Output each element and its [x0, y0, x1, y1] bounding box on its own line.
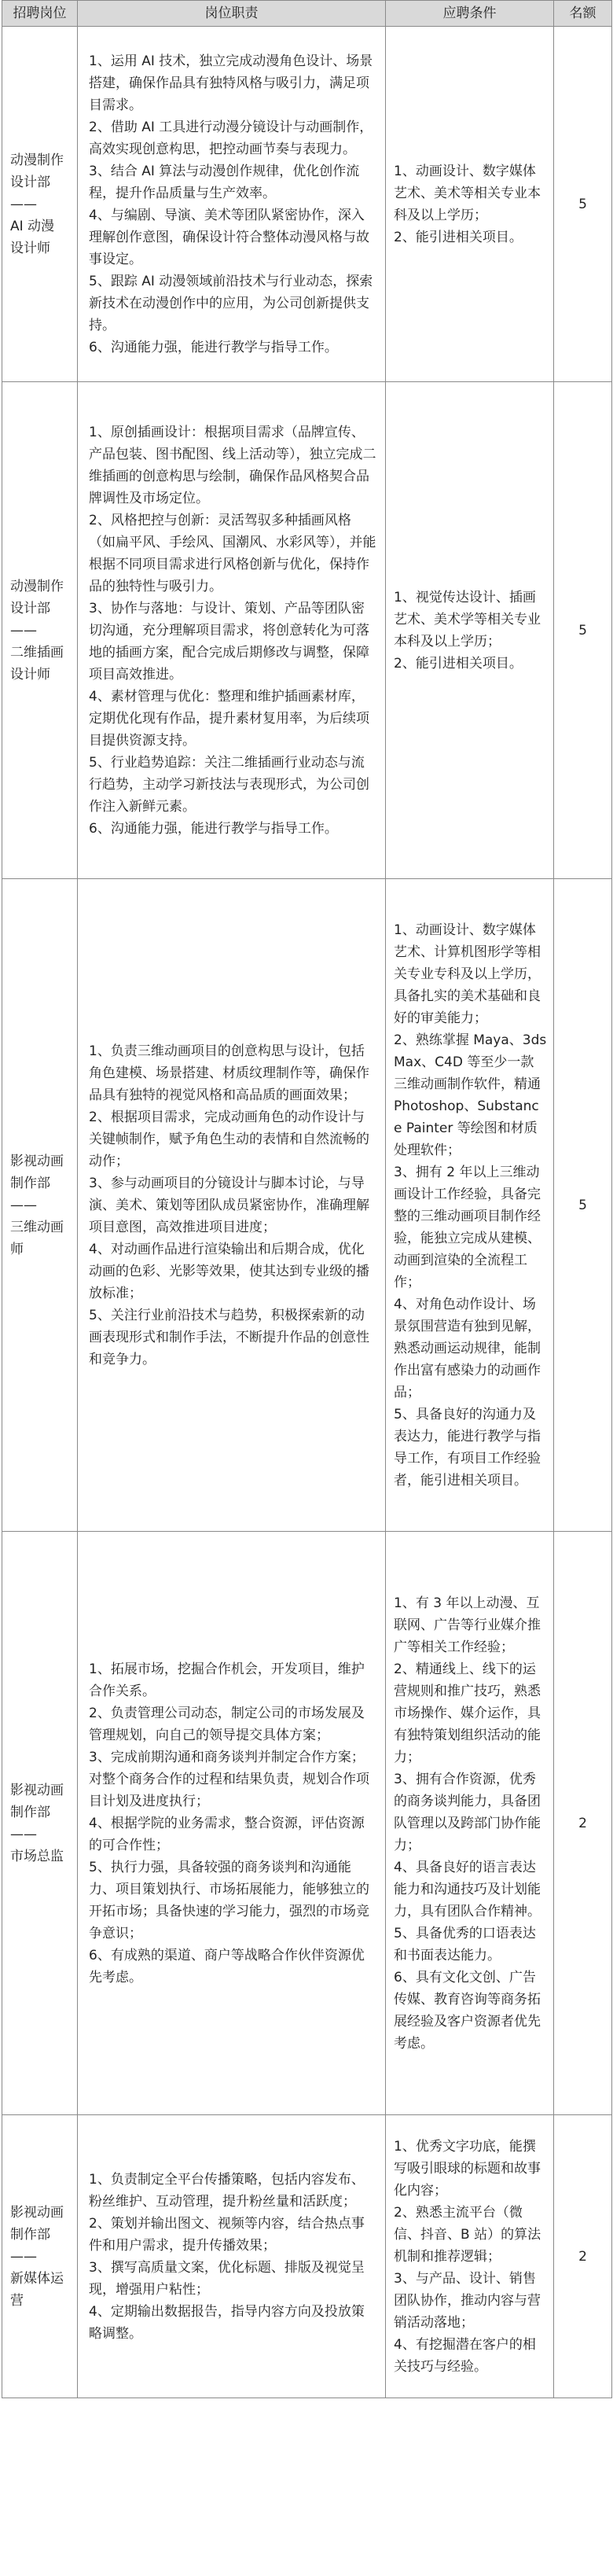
requirement-item: 2、熟悉主流平台（微信、抖音、B 站）的算法机制和推荐逻辑；	[394, 2204, 541, 2265]
duty-item: 1、拓展市场，挖掘合作机会，开发项目，维护合作关系。	[89, 1661, 365, 1699]
count-cell: 5	[554, 382, 612, 879]
duty-cell	[78, 879, 386, 1532]
requirement-cell	[386, 1532, 554, 2115]
count-cell: 2	[554, 2115, 612, 2398]
duty-item: 6、沟通能力强，能进行教学与指导工作。	[89, 820, 338, 837]
duty-item: 2、借助 AI 工具进行动漫分镜设计与动画制作，高效实现创意构思，把控动画节奏与表现力。	[89, 119, 373, 157]
post-name-line: 营	[10, 2292, 24, 2309]
count-cell: 5	[554, 879, 612, 1532]
requirement-item: 3、拥有 2 年以上三维动画设计工作经验，具备完整的三维动画项目制作经验，能独立完成从建模、动画到渲染的全流程工作；	[394, 1164, 541, 1290]
duty-item: 3、完成前期沟通和商务谈判并制定合作方案；对整个商务合作的过程和结果负责，规划合作项目计划及进度执行；	[89, 1749, 369, 1809]
post-name-line: 影视动画	[10, 1782, 64, 1798]
post-name-line: 制作部	[10, 2226, 50, 2243]
duty-item: 3、协作与落地：与设计、策划、产品等团队密切沟通，充分理解项目需求，将创意转化为可落地的插画方案，配合完成后期修改与调整，保障项目高效推进。	[89, 600, 369, 683]
requirement-cell	[386, 27, 554, 382]
duty-item: 4、与编剧、导演、美术等团队紧密协作，深入理解创作意图，确保设计符合整体动漫风格与故事设定。	[89, 207, 369, 267]
post-name-line: ——	[10, 196, 37, 212]
post-name-cell	[2, 27, 78, 382]
post-name-line: 影视动画	[10, 1153, 64, 1169]
header-count: 名额	[554, 1, 612, 27]
count-cell: 5	[554, 27, 612, 382]
post-name-line: 设计部	[10, 174, 50, 190]
header-duty: 岗位职责	[78, 1, 386, 27]
table-header-row	[2, 1, 612, 27]
duty-item: 3、结合 AI 算法与动漫创作规律，优化创作流程，提升作品质量与生产效率。	[89, 163, 360, 201]
requirement-item: 2、能引进相关项目。	[394, 655, 523, 672]
requirement-item: 5、具备良好的沟通力及表达力，能进行教学与指导工作，有项目工作经验者，能引进相关项目。	[394, 1406, 541, 1489]
duty-cell	[78, 2115, 386, 2398]
post-name-line: 制作部	[10, 1804, 50, 1820]
post-name-line: 影视动画	[10, 2204, 64, 2221]
post-name-line: ——	[10, 1826, 37, 1842]
duty-item: 3、参与动画项目的分镜设计与脚本讨论，与导演、美术、策划等团队成员紧密协作，准确理解项目意图，高效推进项目进度；	[89, 1175, 369, 1235]
table-row	[2, 27, 612, 382]
requirement-item: 5、具备优秀的口语表达和书面表达能力。	[394, 1925, 536, 1963]
post-name-line: ——	[10, 1197, 37, 1213]
duty-cell	[78, 27, 386, 382]
duty-item: 4、对动画作品进行渲染输出和后期合成，优化动画的色彩、光影等效果，使其达到专业级的播放标准；	[89, 1241, 369, 1301]
post-name-line: ——	[10, 2248, 37, 2265]
requirement-item: 3、与产品、设计、销售团队协作，推动内容与营销活动落地；	[394, 2270, 541, 2331]
requirement-item: 3、拥有合作资源，优秀的商务谈判能力，具备团队管理以及跨部门协作能力；	[394, 1771, 541, 1853]
table-row	[2, 382, 612, 879]
requirement-item: 1、优秀文字功底，能撰写吸引眼球的标题和故事化内容；	[394, 2138, 541, 2199]
post-name-line: 三维动画	[10, 1219, 64, 1235]
header-requirement: 应聘条件	[386, 1, 554, 27]
recruitment-table	[2, 0, 612, 2398]
requirement-item: 2、能引进相关项目。	[394, 229, 523, 245]
table-row	[2, 1532, 612, 2115]
post-name-line: 动漫制作	[10, 578, 64, 594]
post-name-line: 制作部	[10, 1175, 50, 1191]
duty-item: 5、执行力强，具备较强的商务谈判和沟通能力、项目策划执行、市场拓展能力，能够独立的开拓市场；具备快速的学习能力，强烈的市场竞争意识；	[89, 1859, 369, 1941]
requirement-cell	[386, 879, 554, 1532]
recruitment-document	[2, 0, 611, 2398]
duty-item: 6、沟通能力强，能进行教学与指导工作。	[89, 339, 338, 355]
requirement-item: 1、有 3 年以上动漫、互联网、广告等行业媒介推广等相关工作经验；	[394, 1595, 541, 1655]
post-name-cell	[2, 879, 78, 1532]
requirement-item: 6、具有文化文创、广告传媒、教育咨询等商务拓展经验及客户资源者优先考虑。	[394, 1969, 541, 2052]
post-name-line: AI 动漫	[10, 218, 55, 234]
duty-item: 1、负责制定全平台传播策略，包括内容发布、粉丝维护、互动管理，提升粉丝量和活跃度；	[89, 2171, 365, 2210]
requirement-item: 1、动画设计、数字媒体艺术、计算机图形学等相关专业专科及以上学历，具备扎实的美术基础和良好的审美能力；	[394, 922, 541, 1026]
requirement-cell	[386, 2115, 554, 2398]
post-name-cell	[2, 382, 78, 879]
post-name-line: ——	[10, 622, 37, 638]
duty-item: 6、有成熟的渠道、商户等战略合作伙伴资源优先考虑。	[89, 1947, 365, 1985]
duty-item: 1、负责三维动画项目的创意构思与设计，包括角色建模、场景搭建、材质纹理制作等，确保作品具有独特的视觉风格和高品质的画面效果；	[89, 1043, 369, 1103]
duty-item: 2、策划并输出图文、视频等内容，结合热点事件和用户需求，提升传播效果；	[89, 2215, 365, 2254]
table-row	[2, 2115, 612, 2398]
post-name-cell	[2, 2115, 78, 2398]
requirement-item: 4、对角色动作设计、场景氛围营造有独到见解，熟悉动画运动规律，能制作出富有感染力的动画作品；	[394, 1296, 541, 1400]
requirement-item: 2、精通线上、线下的运营规则和推广技巧，熟悉市场操作、媒介运作，具有独特策划组织活动的能力；	[394, 1661, 541, 1765]
duty-item: 5、关注行业前沿技术与趋势，积极探索新的动画表现形式和制作手法，不断提升作品的创意性和竞争力。	[89, 1307, 369, 1367]
post-name-line: 设计师	[10, 666, 50, 683]
count-cell: 2	[554, 1532, 612, 2115]
duty-item: 2、根据项目需求，完成动画角色的动作设计与关键帧制作，赋予角色生动的表情和自然流畅的动作；	[89, 1109, 369, 1169]
duty-item: 1、原创插画设计：根据项目需求（品牌宣传、产品包装、图书配图、线上活动等），独立完成二维插画的创意构思与绘制，确保作品风格契合品牌调性及市场定位。	[89, 424, 376, 506]
requirement-item: 4、具备良好的语言表达能力和沟通技巧及计划能力，具有团队合作精神。	[394, 1859, 541, 1919]
post-name-line: 设计部	[10, 600, 50, 616]
post-name-line: 动漫制作	[10, 152, 64, 168]
requirement-item: 1、动画设计、数字媒体艺术、美术等相关专业本科及以上学历；	[394, 163, 541, 223]
post-name-cell	[2, 1532, 78, 2115]
requirement-item: 4、有挖掘潜在客户的相关技巧与经验。	[394, 2336, 536, 2375]
duty-item: 4、根据学院的业务需求，整合资源，评估资源的可合作性；	[89, 1815, 365, 1853]
post-name-line: 二维插画	[10, 644, 64, 661]
duty-item: 3、撰写高质量文案，优化标题、排版及视觉呈现，增强用户粘性；	[89, 2259, 365, 2298]
requirement-item: 1、视觉传达设计、插画艺术、美术学等相关专业本科及以上学历；	[394, 589, 541, 650]
duty-item: 2、负责管理公司动态，制定公司的市场发展及管理规划，向自己的领导提交具体方案；	[89, 1705, 365, 1743]
post-name-line: 师	[10, 1241, 24, 1257]
table-row	[2, 879, 612, 1532]
duty-item: 5、行业趋势追踪：关注二维插画行业动态与流行趋势，主动学习新技法与表现形式，为公司创作注入新鲜元素。	[89, 754, 369, 815]
requirement-cell	[386, 382, 554, 879]
duty-item: 4、素材管理与优化：整理和维护插画素材库，定期优化现有作品，提升素材复用率，为后续项目提供资源支持。	[89, 688, 369, 749]
post-name-line: 新媒体运	[10, 2270, 64, 2287]
requirement-item: 2、熟练掌握 Maya、3ds Max、C4D 等至少一款三维动画制作软件，精通 Photoshop、Substance Painter 等绘图和材质处理软件；	[394, 1032, 547, 1158]
post-name-line: 市场总监	[10, 1848, 64, 1864]
duty-item: 2、风格把控与创新：灵活驾驭多种插画风格（如扁平风、手绘风、国潮风、水彩风等），并能根据不同项目需求进行风格创新与优化，保持作品的独特性与吸引力。	[89, 512, 376, 594]
duty-item: 1、运用 AI 技术，独立完成动漫角色设计、场景搭建，确保作品具有独特风格与吸引力，满足项目需求。	[89, 53, 373, 113]
duty-cell	[78, 382, 386, 879]
duty-cell	[78, 1532, 386, 2115]
header-post: 招聘岗位	[2, 1, 78, 27]
duty-item: 4、定期输出数据报告，指导内容方向及投放策略调整。	[89, 2303, 365, 2342]
duty-item: 5、跟踪 AI 动漫领域前沿技术与行业动态，探索新技术在动漫创作中的应用，为公司创新提供支持。	[89, 273, 373, 333]
post-name-line: 设计师	[10, 240, 50, 256]
